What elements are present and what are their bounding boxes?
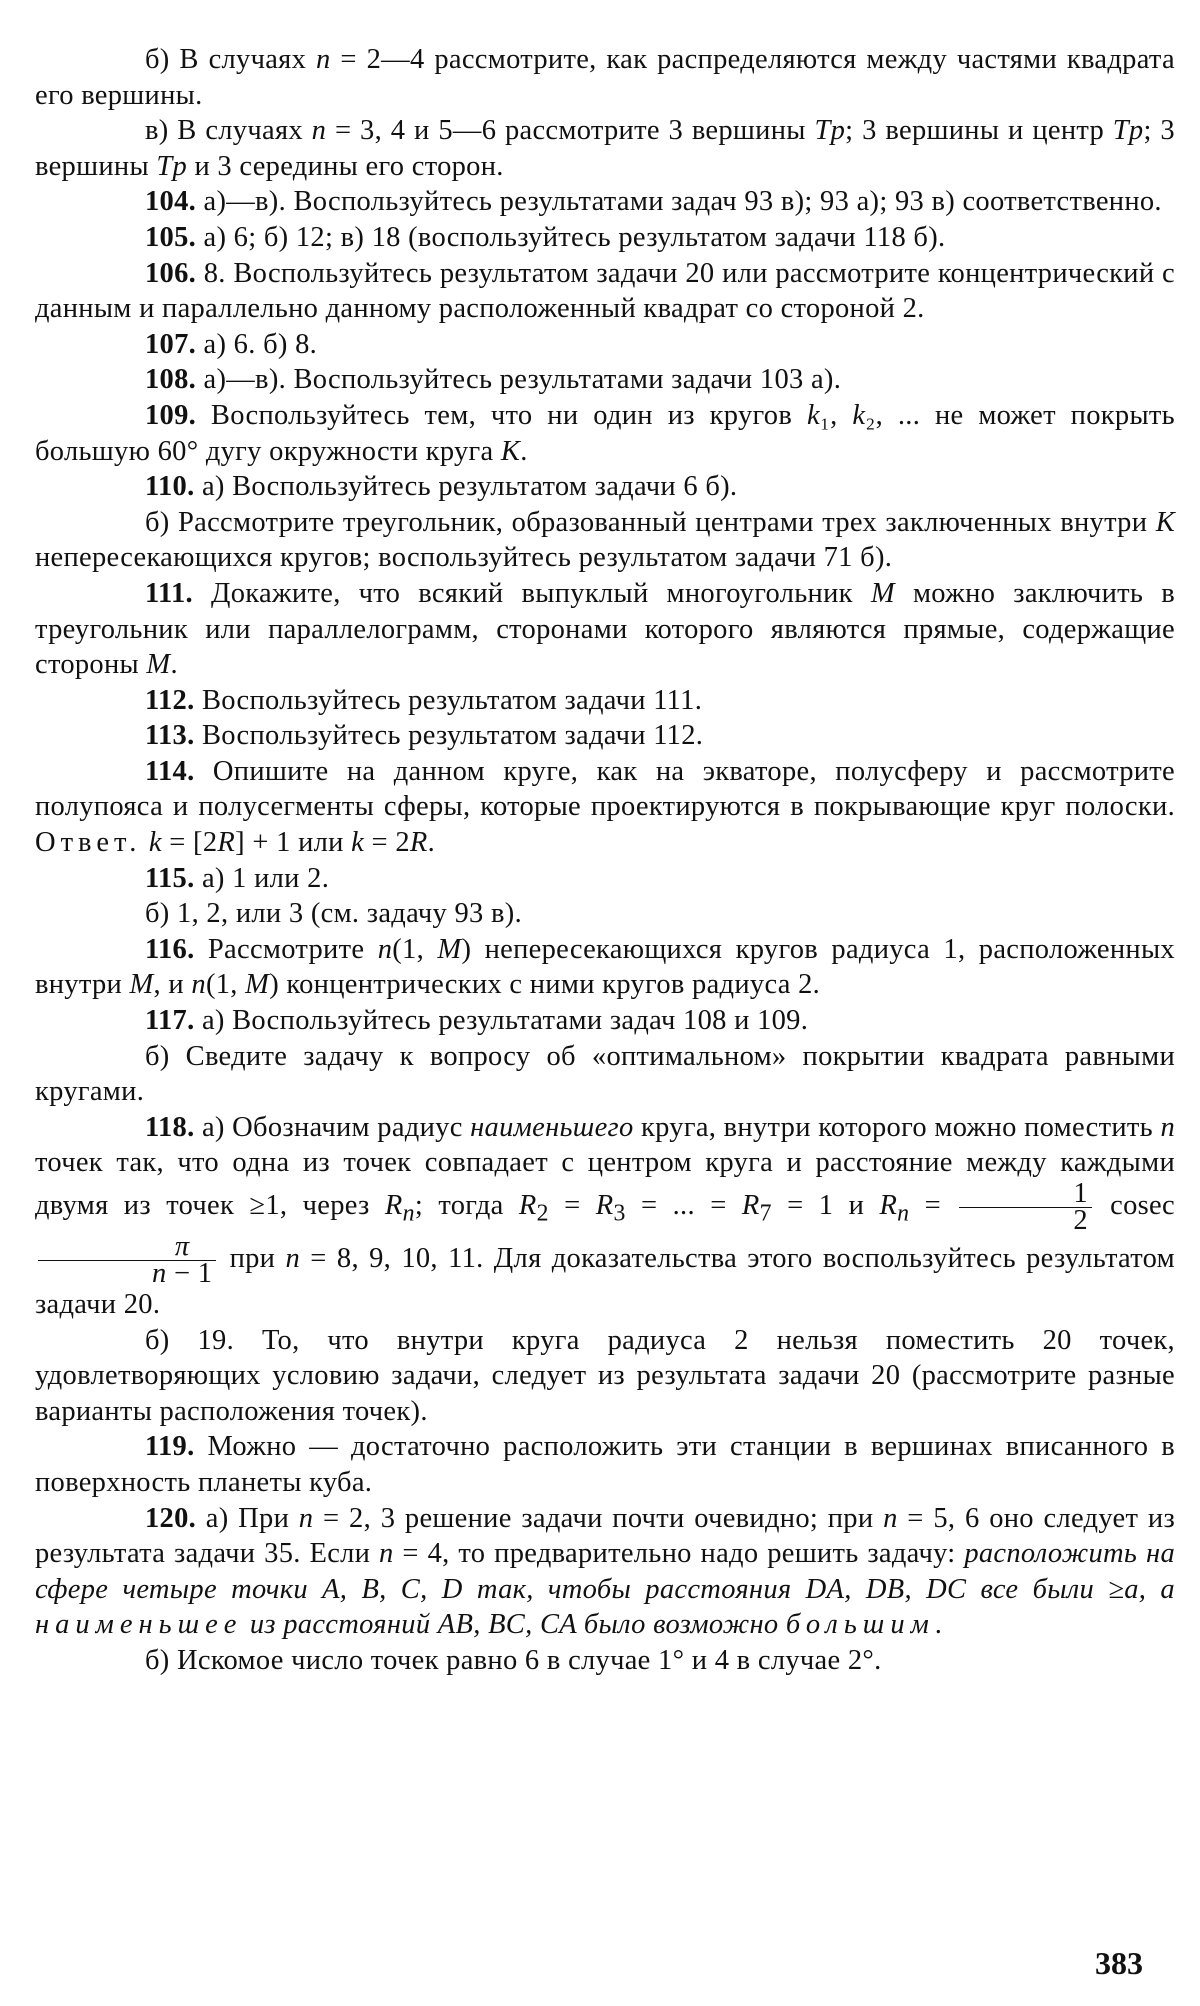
paragraph-text: Воспользуйтесь результатом задачи 112. bbox=[201, 720, 704, 752]
paragraph-text: а) 6. б) 8. bbox=[203, 328, 318, 360]
paragraph-text: а) Воспользуйтесь результатом задачи 6 б). bbox=[201, 471, 738, 503]
paragraph-117a bbox=[35, 1003, 1175, 1039]
paragraph-111: 111. Докажите, что всякий выпуклый многоугольник M можно заключить в треугольник или параллелограмм, сторонами которого являются прямые, содержащие стороны M. bbox=[35, 577, 1175, 681]
problem-number: 108. bbox=[145, 364, 197, 396]
paragraph-118a: 118. а) Обозначим радиус наименьшего круга, внутри которого можно поместить n точек так, что одна из точек совпадает с центром круга и расстояние между каждыми двумя из точек ≥1, через $R_n$; тогда $R_2 = R_3$ = ... = $R_7 = 1$ и $R_n$ = $\frac{1}{2}$ cosec $\frac{\pi}{n - 1}$ при n = 8, 9, 10, 11. Для доказательства этого воспользуйтесь результатом задачи 20. bbox=[35, 1111, 1175, 1320]
problem-number: 117. bbox=[145, 1005, 195, 1037]
paragraph-110a bbox=[35, 469, 1175, 505]
paragraph-text: б) 1, 2, или 3 (см. задачу 93 в). bbox=[145, 898, 522, 930]
paragraph-text: б) Искомое число точек равно 6 в случае 1° и 4 в случае 2°. bbox=[145, 1644, 882, 1676]
problem-number: 104. bbox=[145, 186, 197, 218]
paragraph-113 bbox=[35, 718, 1175, 754]
problem-number: 120. bbox=[145, 1502, 197, 1534]
paragraph-114: 114. Опишите на данном круге, как на экваторе, полусферу и рассмотрите полупояса и полусегменты сферы, которые проектируются в покрывающие круг полоски. Ответ. k = [2R] + 1 или k = 2R. bbox=[35, 755, 1175, 859]
paragraph-116: 116. Рассмотрите n(1, M) непересекающихся кругов радиуса 1, расположенных внутри M, и n(1, M) концентрических с ними кругов радиуса 2. bbox=[35, 933, 1175, 1001]
paragraph-120a: 120. а) При n = 2, 3 решение задачи почти очевидно; при n = 5, 6 оно следует из результата задачи 35. Если n = 4, то предварительно надо решить задачу: расположить на сфере четыре точки A, B, C, D так, чтобы расстояния DA, DB, DC все были ≥a, а наименьшее из расстояний AB, BC, CA было возможно большим. bbox=[35, 1502, 1176, 1641]
problem-number: 115. bbox=[145, 862, 195, 894]
paragraph-107 bbox=[35, 327, 1175, 363]
problem-number: 110. bbox=[145, 471, 195, 503]
fraction-one-half: $\frac{1}{2}$ bbox=[959, 1181, 1092, 1234]
problem-number: 111. bbox=[145, 577, 193, 609]
paragraph-112 bbox=[35, 683, 1175, 719]
paragraph-text: б) Сведите задачу к вопросу об «оптимальном» покрытии квадрата равными кругами. bbox=[35, 1040, 1175, 1108]
paragraph-109: 109. Воспользуйтесь тем, что ни один из кругов k₁, k₂, ... не может покрыть большую 60° дугу окружности круга K. bbox=[35, 399, 1175, 467]
paragraph-115b bbox=[35, 896, 1175, 932]
paragraph-120b bbox=[35, 1643, 1175, 1679]
paragraph-115a bbox=[35, 861, 1175, 897]
paragraph-text: а) 1 или 2. bbox=[201, 862, 330, 894]
paragraph-104: 104. а)—в). Воспользуйтесь результатами задач 93 в); 93 а); 93 в) соответственно. bbox=[145, 186, 1162, 218]
problem-number: 119. bbox=[145, 1431, 195, 1463]
problem-number: 109. bbox=[145, 399, 197, 431]
problem-number: 118. bbox=[145, 1111, 195, 1143]
paragraph-text: а)—в). Воспользуйтесь результатами задачи 103 а). bbox=[203, 364, 842, 396]
paragraph-text: б) 19. То, что внутри круга радиуса 2 нельзя поместить 20 точек, удовлетворяющих условию задачи, следует из результата задачи 20 (рассмотрите разные варианты расположения точек). bbox=[35, 1324, 1175, 1427]
page-number: 383 bbox=[1095, 1945, 1143, 1981]
problem-number: 107. bbox=[145, 328, 197, 360]
paragraph-118b bbox=[35, 1323, 1175, 1430]
paragraph-117b bbox=[35, 1039, 1175, 1110]
problem-number: 106. bbox=[145, 257, 197, 289]
paragraph-108 bbox=[35, 362, 1175, 398]
problem-number: 114. bbox=[145, 755, 195, 787]
answers-text bbox=[35, 42, 1175, 1679]
paragraph-106: 106. 8. Воспользуйтесь результатом задачи 20 или рассмотрите концентрический с данным и параллельно данному расположенный квадрат со стороной 2. bbox=[35, 257, 1175, 325]
paragraph-103b: б) В случаях n = 2—4 рассмотрите, как распределяются между частями квадрата его вершины. bbox=[35, 44, 1175, 111]
fraction-pi-over-n-minus-1: $\frac{\pi}{n - 1}$ bbox=[38, 1234, 216, 1287]
problem-number: 116. bbox=[145, 933, 195, 965]
paragraph-119 bbox=[35, 1429, 1175, 1500]
paragraph-text: Воспользуйтесь результатом задачи 111. bbox=[201, 684, 703, 716]
paragraph-text: а) Воспользуйтесь результатами задач 108 и 109. bbox=[201, 1005, 809, 1037]
paragraph-103c: в) В случаях n = 3, 4 и 5—6 рассмотрите 3 вершины Tp; 3 вершины и центр Tp; 3 вершины Tp и 3 середины его сторон. bbox=[35, 115, 1175, 182]
problem-number: 105. bbox=[145, 221, 197, 253]
paragraph-110b: б) Рассмотрите треугольник, образованный центрами трех заключенных внутри K непересекающихся кругов; воспользуйтесь результатом задачи 71 б). bbox=[35, 506, 1175, 574]
problem-number: 113. bbox=[145, 720, 195, 752]
paragraph-text: Можно — достаточно расположить эти станции в вершинах вписанного в поверхность планеты куба. bbox=[35, 1431, 1175, 1498]
paragraph-105: 105. а) 6; б) 12; в) 18 (воспользуйтесь результатом задачи 118 б). bbox=[145, 221, 946, 253]
problem-number: 112. bbox=[145, 684, 195, 716]
